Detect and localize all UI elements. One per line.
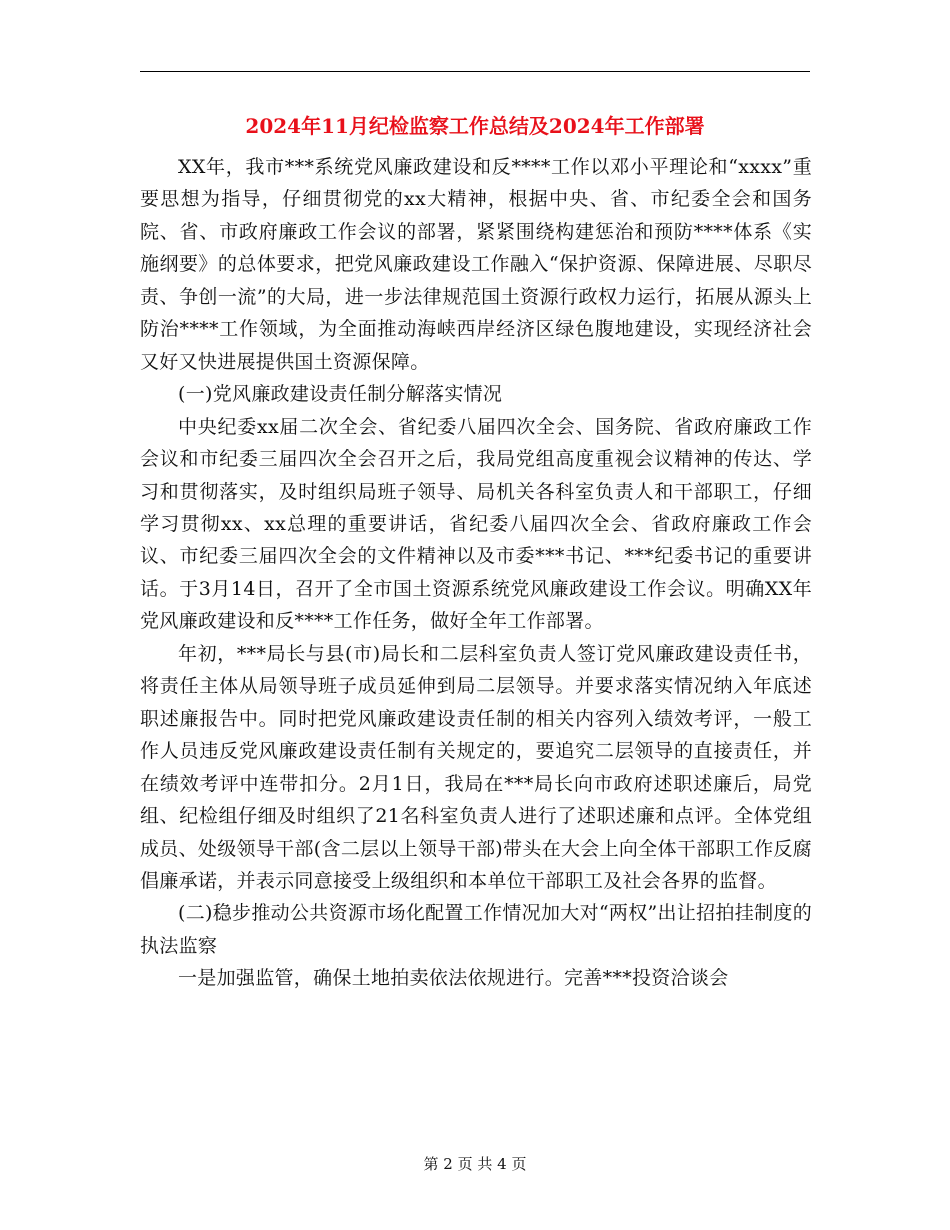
- paragraph-supervision: 一是加强监管，确保土地拍卖依法依规进行。完善***投资洽谈会: [178, 967, 729, 990]
- section-heading-2: (二)稳步推动公共资源市场化配置工作情况加大对“两权”出让招拍挂制度的执法监察: [140, 902, 812, 957]
- page-label-prefix: 第: [423, 1155, 439, 1173]
- paragraph-meetings: 中央纪委xx届二次全会、省纪委八届四次全会、国务院、省政府廉政工作会议和市纪委三届四次全会召开之后，我局党组高度重视会议精神的传达、学习和贯彻落实，及时组织局班子领导、局机关各科室负责人和干部职工，仔细学习贯彻xx、xx总理的重要讲话，省纪委八届四次全会、省政府廉政工作会议、市纪委三届四次全会的文件精神以及市委***书记、***纪委书记的重要讲话。于3月14日，召开了全市国土资源系统党风廉政建设工作会议。明确XX年党风廉政建设和反****工作任务，做好全年工作部署。: [140, 415, 812, 633]
- section-heading-1: (一)党风廉政建设责任制分解落实情况: [178, 383, 503, 406]
- page-footer: [0, 1152, 950, 1176]
- total-pages-number: 4: [497, 1155, 507, 1173]
- paragraph-intro: XX年，我市***系统党风廉政建设和反****工作以邓小平理论和“xxxx”重要思想为指导，仔细贯彻党的xx大精神，根据中央、省、市纪委全会和国务院、省、市政府廉政工作会议的部署，紧紧围绕构建惩治和预防****体系《实施纲要》的总体要求，把党风廉政建设工作融入“保护资源、保障进展、尽职尽责、争创一流”的大局，进一步法律规范国土资源行政权力运行，拓展从源头上防治****工作领域，为全面推动海峡西岸经济区绿色腹地建设，实现经济社会又好又快进展提供国土资源保障。: [140, 156, 812, 373]
- document-title: 2024年11月纪检监察工作总结及2024年工作部署: [245, 114, 705, 138]
- page-label-mid: 页 共: [457, 1155, 493, 1173]
- paragraph-responsibility: 年初，***局长与县(市)局长和二层科室负责人签订党风廉政建设责任书，将责任主体从局领导班子成员延伸到局二层领导。并要求落实情况纳入年底述职述廉报告中。同时把党风廉政建设责任制的相关内容列入绩效考评，一般工作人员违反党风廉政建设责任制有关规定的，要追究二层领导的直接责任，并在绩效考评中连带扣分。2月1日，我局在***局长向市政府述职述廉后，局党组、纪检组仔细及时组织了21名科室负责人进行了述职述廉和点评。全体党组成员、处级领导干部(含二层以上领导干部)带头在大会上向全体干部职工作反腐倡廉承诺，并表示同意接受上级组织和本单位干部职工及社会各界的监督。: [140, 642, 812, 892]
- header-rule: [140, 71, 810, 72]
- document-body: [140, 151, 812, 995]
- current-page-number: 2: [443, 1155, 453, 1173]
- page-label-suffix: 页: [511, 1155, 527, 1173]
